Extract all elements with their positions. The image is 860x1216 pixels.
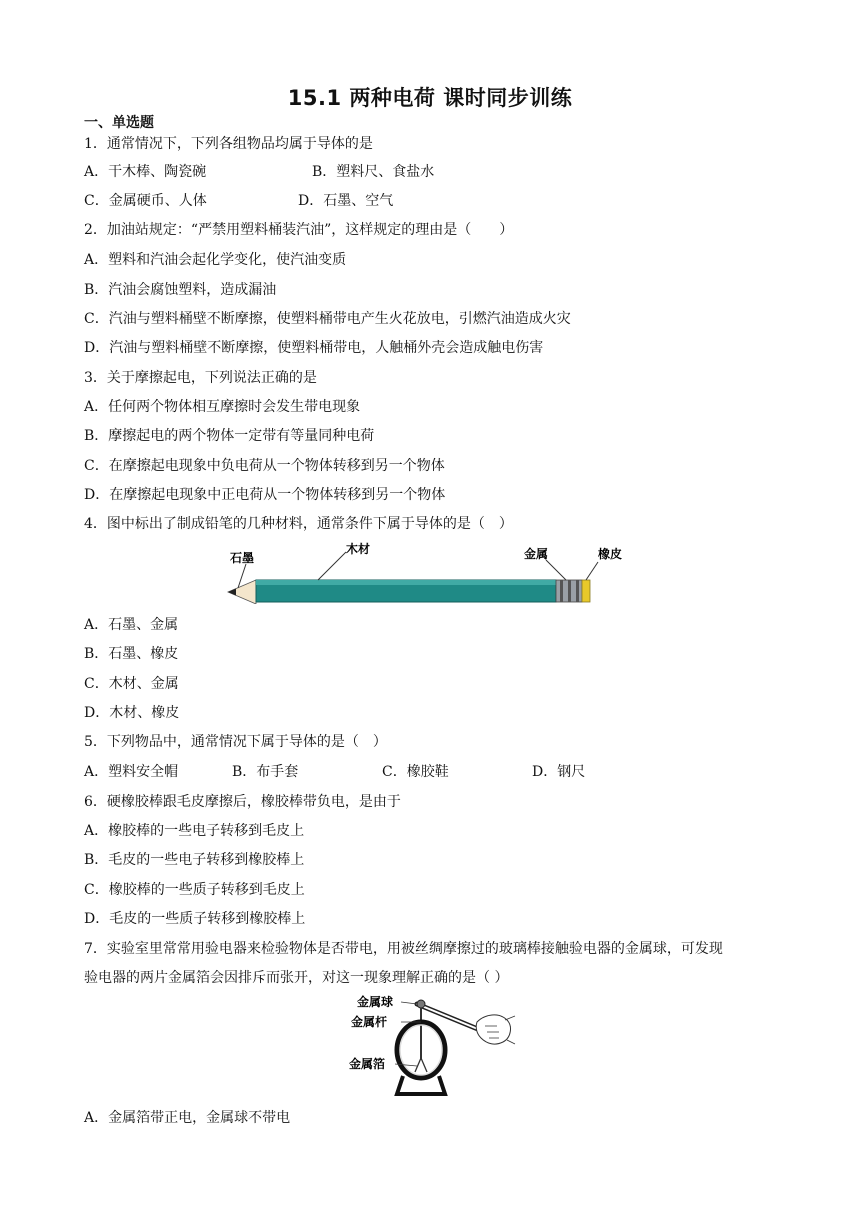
q2-option-b: B．汽油会腐蚀塑料，造成漏油 xyxy=(84,282,277,298)
q5-option-a: A．塑料安全帽 xyxy=(84,764,179,780)
q3-option-d: D．在摩擦起电现象中正电荷从一个物体转移到另一个物体 xyxy=(84,487,446,503)
q4-option-c: C．木材、金属 xyxy=(84,676,179,692)
q3-option-b: B．摩擦起电的两个物体一定带有等量同种电荷 xyxy=(84,428,375,444)
metal-foil-left xyxy=(415,1058,421,1072)
q1-option-d: D．石墨、空气 xyxy=(298,193,394,209)
q2-option-a: A．塑料和汽油会起化学变化，使汽油变质 xyxy=(84,252,347,268)
label-rubber: 橡皮 xyxy=(598,547,623,561)
pencil-graphite-tip xyxy=(228,589,236,596)
q4-option-b: B．石墨、橡皮 xyxy=(84,646,179,662)
label-wood: 木材 xyxy=(346,542,371,556)
question-6-stem: 6．硬橡胶棒跟毛皮摩擦后，橡胶棒带负电，是由于 xyxy=(84,794,401,810)
question-4-stem: 4．图中标出了制成铅笔的几种材料，通常条件下属于导体的是（ ） xyxy=(84,516,513,532)
label-metal-rod: 金属杆 xyxy=(351,1015,388,1029)
q7-option-a: A．金属箔带正电，金属球不带电 xyxy=(84,1110,291,1126)
q6-option-c: C．橡胶棒的一些质子转移到毛皮上 xyxy=(84,882,305,898)
q2-option-d: D．汽油与塑料桶壁不断摩擦，使塑料桶带电，人触桶外壳会造成触电伤害 xyxy=(84,340,544,356)
q6-option-b: B．毛皮的一些电子转移到橡胶棒上 xyxy=(84,852,305,868)
q1-option-c: C．金属硬币、人体 xyxy=(84,193,207,209)
q5-option-c: C．橡胶鞋 xyxy=(382,764,449,780)
q4-option-d: D．木材、橡皮 xyxy=(84,705,180,721)
q6-option-a: A．橡胶棒的一些电子转移到毛皮上 xyxy=(84,823,305,839)
q3-option-a: A．任何两个物体相互摩擦时会发生带电现象 xyxy=(84,399,361,415)
label-metal-ball: 金属球 xyxy=(357,995,394,1009)
q5-option-d: D．钢尺 xyxy=(532,764,586,780)
pencil-figure xyxy=(226,542,638,604)
q5-option-b: B．布手套 xyxy=(232,764,299,780)
q6-option-d: D．毛皮的一些质子转移到橡胶棒上 xyxy=(84,911,306,927)
question-7-stem-line-2: 验电器的两片金属箔会因排斥而张开，对这一现象理解正确的是（ ） xyxy=(84,970,509,986)
question-2-stem: 2．加油站规定：“严禁用塑料桶装汽油”，这样规定的理由是（ ） xyxy=(84,222,514,238)
q3-option-c: C．在摩擦起电现象中负电荷从一个物体转移到另一个物体 xyxy=(84,458,445,474)
q1-option-a: A．干木棒、陶瓷碗 xyxy=(84,164,207,180)
hand-icon xyxy=(476,1015,510,1044)
q4-option-a: A．石墨、金属 xyxy=(84,617,179,633)
metal-foil-right xyxy=(421,1058,427,1072)
q2-option-c: C．汽油与塑料桶壁不断摩擦，使塑料桶带电产生火花放电，引燃汽油造成火灾 xyxy=(84,311,571,327)
question-3-stem: 3．关于摩擦起电，下列说法正确的是 xyxy=(84,370,317,386)
label-metal-foil: 金属箔 xyxy=(349,1057,386,1071)
question-5-stem: 5．下列物品中，通常情况下属于导体的是（ ） xyxy=(84,734,387,750)
label-graphite: 石墨 xyxy=(230,551,255,565)
question-1-stem: 1．通常情况下，下列各组物品均属于导体的是 xyxy=(84,136,373,152)
question-7-stem-line-1: 7．实验室里常常用验电器来检验物体是否带电，用被丝绸摩擦过的玻璃棒接触验电器的金属球，可发现 xyxy=(84,941,723,957)
label-metal: 金属 xyxy=(524,547,549,561)
metal-ball xyxy=(417,1000,425,1008)
electroscope-figure xyxy=(345,992,517,1100)
section-heading: 一、单选题 xyxy=(84,115,154,131)
pencil-eraser xyxy=(582,580,590,602)
page-title: 15.1 两种电荷 课时同步训练 xyxy=(287,86,573,110)
q1-option-b: B．塑料尺、食盐水 xyxy=(312,164,435,180)
